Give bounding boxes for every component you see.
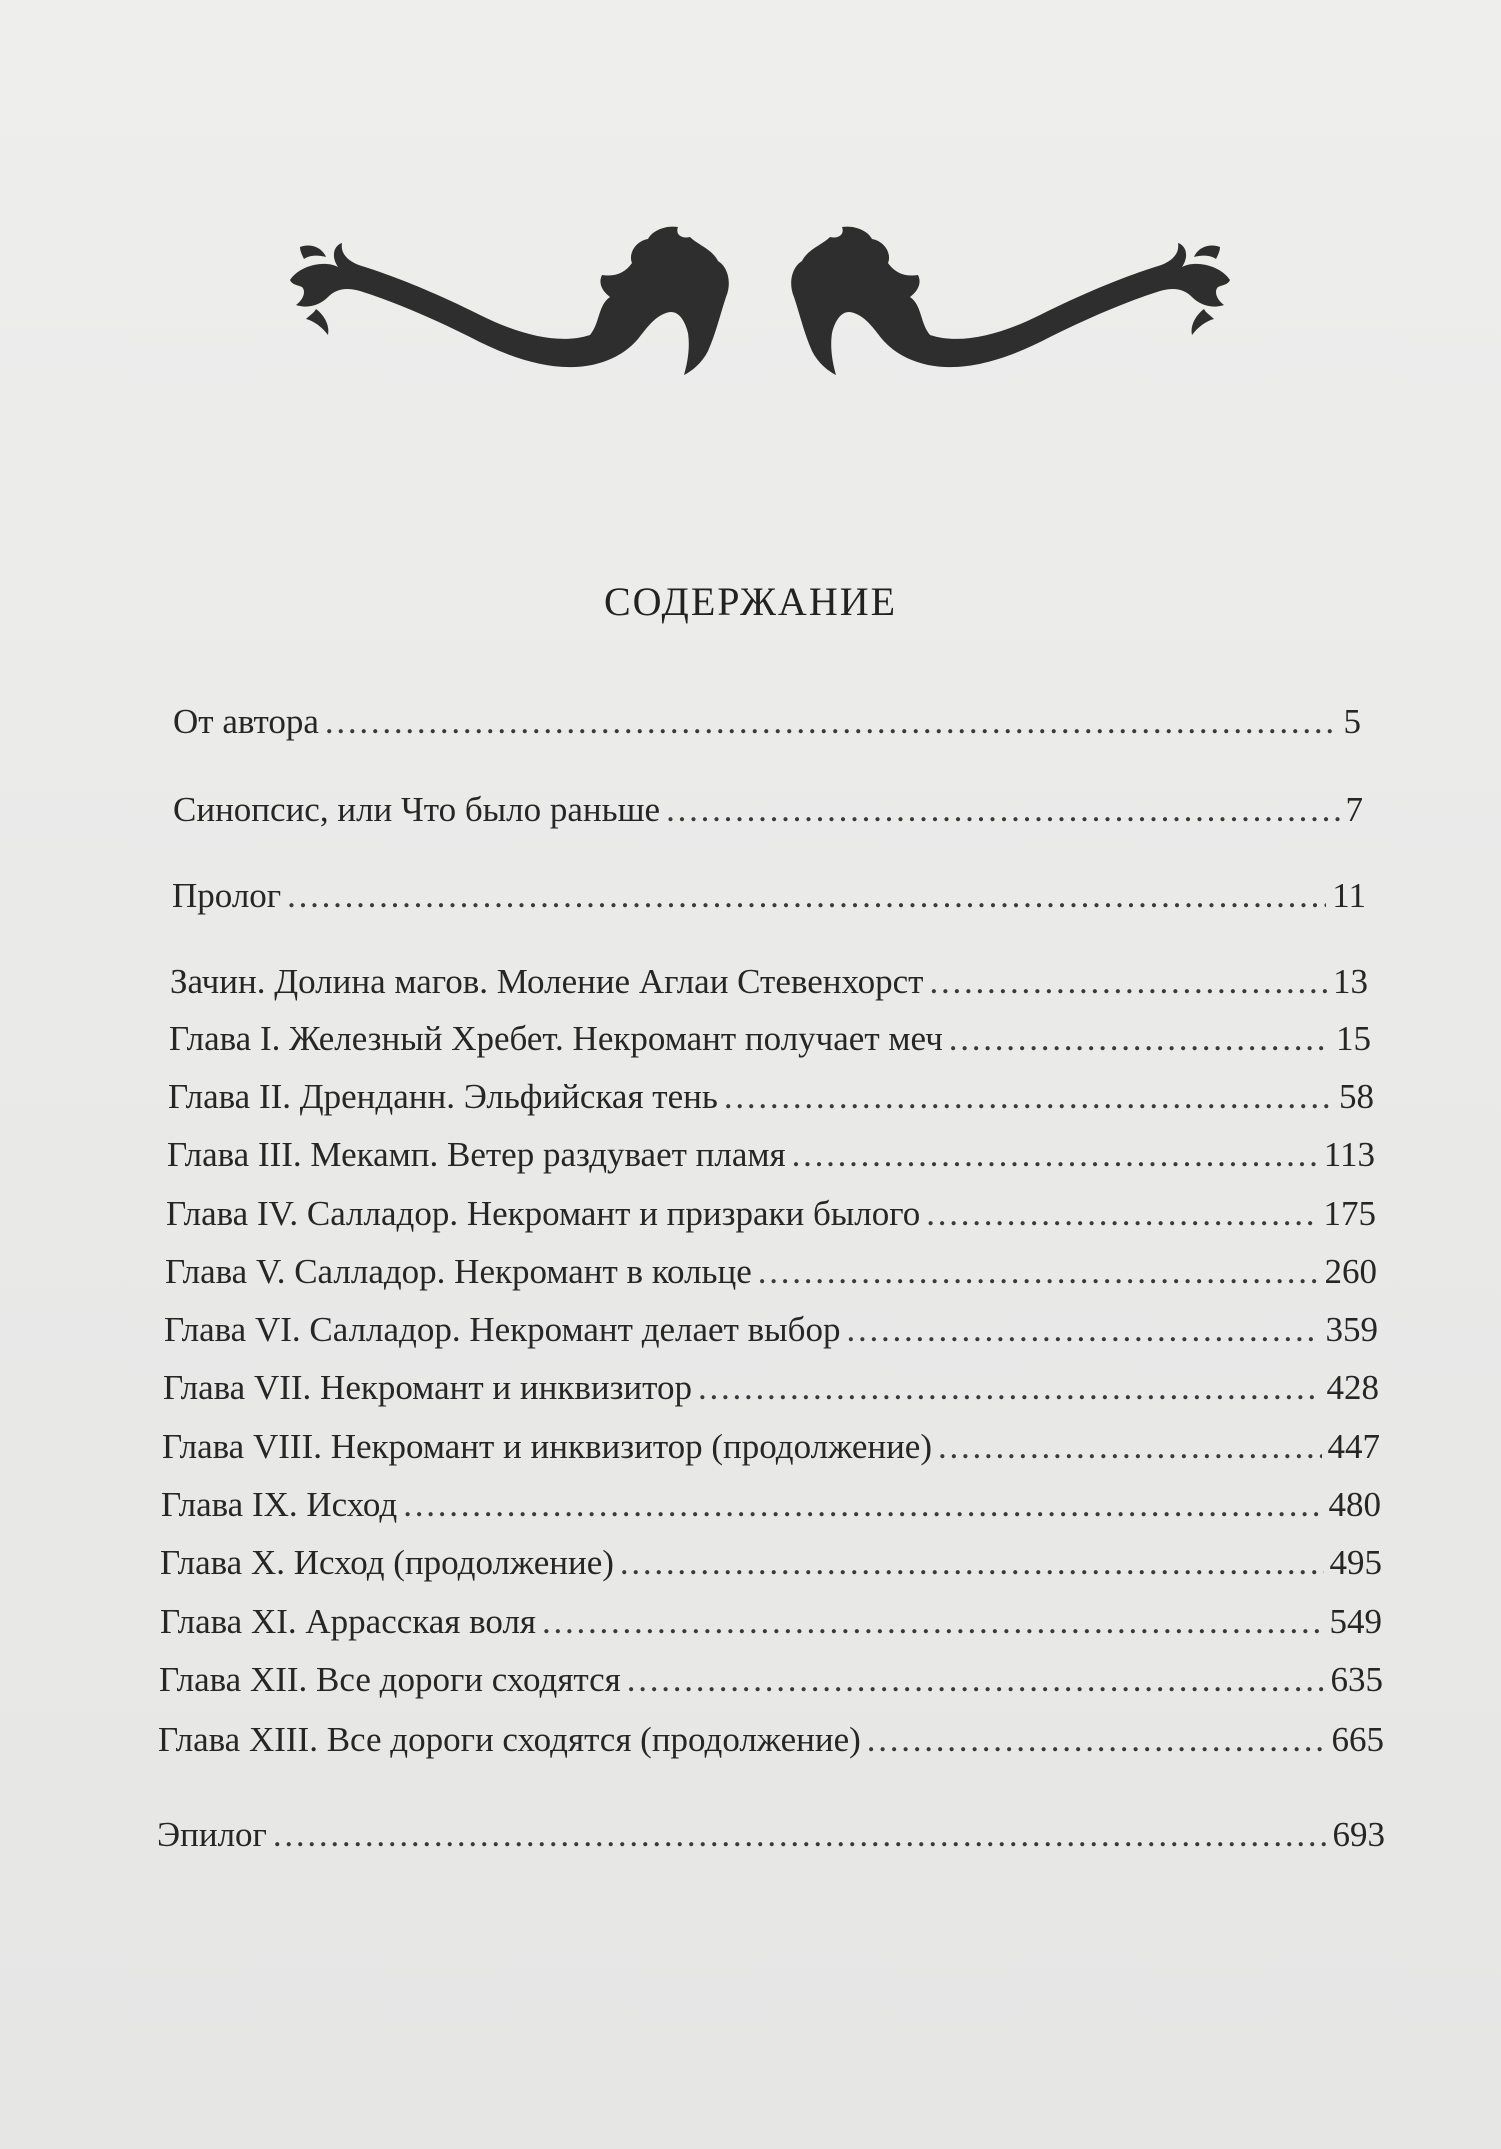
- toc-entry-title: Глава IX. Исход: [161, 1485, 398, 1524]
- dragon-ornament-icon: [280, 205, 1240, 380]
- dot-leader: [867, 1718, 1326, 1762]
- toc-entry-page: 58: [1339, 1077, 1374, 1116]
- toc-entry: [157, 1813, 1385, 1857]
- toc-entry: [160, 1600, 1382, 1644]
- toc-entry-page: 13: [1333, 962, 1368, 1001]
- dot-leader: [542, 1600, 1323, 1644]
- toc-entry-title: Эпилог: [157, 1815, 267, 1854]
- toc-entry-title: Глава XI. Аррасская воля: [160, 1602, 537, 1641]
- toc-entry-page: 15: [1336, 1019, 1371, 1058]
- dot-leader: [325, 700, 1338, 744]
- toc-entry-page: 113: [1323, 1135, 1375, 1174]
- toc-entry-title: Глава XIII. Все дороги сходятся (продолжение): [158, 1720, 861, 1759]
- toc-entry-page: 665: [1331, 1720, 1384, 1759]
- toc-entry-title: Глава VIII. Некромант и инквизитор (продолжение): [162, 1427, 932, 1466]
- dot-leader: [724, 1075, 1333, 1119]
- toc-entry-title: Глава IV. Салладор. Некромант и призраки былого: [166, 1194, 921, 1233]
- dot-leader: [403, 1483, 1322, 1527]
- toc-entry: [166, 1192, 1376, 1236]
- toc-entry: [158, 1718, 1384, 1762]
- toc-entry-title: Глава VII. Некромант и инквизитор: [163, 1368, 692, 1407]
- dot-leader: [666, 788, 1339, 832]
- toc-entry: [162, 1425, 1380, 1469]
- dot-leader: [938, 1425, 1322, 1469]
- toc-entry: [173, 700, 1361, 744]
- toc-entry: [159, 1658, 1383, 1702]
- toc-entry: [172, 874, 1366, 918]
- toc-entry: [161, 1483, 1381, 1527]
- dot-leader: [287, 874, 1326, 918]
- toc-entry: [170, 960, 1368, 1004]
- toc-entry-page: 693: [1332, 1815, 1385, 1854]
- dot-leader: [758, 1250, 1319, 1294]
- toc-entry-title: Глава VI. Салладор. Некромант делает выбор: [164, 1310, 841, 1349]
- toc-entry-title: Глава II. Дренданн. Эльфийская тень: [168, 1077, 718, 1116]
- page-title: СОДЕРЖАНИЕ: [603, 579, 898, 624]
- toc-entry: [164, 1308, 1378, 1352]
- dot-leader: [792, 1133, 1318, 1177]
- toc-entry-title: Зачин. Долина магов. Моление Аглаи Стевенхорст: [170, 962, 924, 1001]
- toc-entry-page: 495: [1329, 1543, 1382, 1582]
- dot-leader: [926, 1192, 1317, 1236]
- toc-entry-page: 5: [1343, 702, 1361, 741]
- dot-leader: [846, 1308, 1319, 1352]
- toc-entry-page: 635: [1330, 1660, 1383, 1699]
- dot-leader: [627, 1658, 1325, 1702]
- toc-entry: [173, 788, 1363, 832]
- toc-entry-title: Глава III. Мекамп. Ветер раздувает пламя: [167, 1135, 786, 1174]
- toc-entry-title: Глава XII. Все дороги сходятся: [159, 1660, 621, 1699]
- toc-entry: [168, 1075, 1374, 1119]
- toc-entry: [169, 1017, 1371, 1061]
- toc-entry-page: 359: [1325, 1310, 1378, 1349]
- toc-entry: [167, 1133, 1375, 1177]
- dot-leader: [949, 1017, 1330, 1061]
- toc-entry-title: От автора: [173, 702, 319, 741]
- toc-entry-page: 428: [1326, 1368, 1379, 1407]
- toc-entry-page: 260: [1324, 1252, 1377, 1291]
- dot-leader: [273, 1813, 1327, 1857]
- toc-entry-page: 549: [1329, 1602, 1382, 1641]
- toc-entry-page: 7: [1345, 790, 1363, 829]
- toc-entry-page: 175: [1323, 1194, 1376, 1233]
- dot-leader: [620, 1541, 1324, 1585]
- toc-entry-title: Синопсис, или Что было раньше: [173, 790, 661, 829]
- toc-entry-title: Глава V. Салладор. Некромант в кольце: [165, 1252, 752, 1291]
- toc-entry-page: 11: [1332, 876, 1366, 915]
- toc-entry-title: Пролог: [172, 876, 282, 915]
- toc-entry-title: Глава I. Железный Хребет. Некромант получает меч: [169, 1019, 943, 1058]
- toc-entry: [165, 1250, 1377, 1294]
- dot-leader: [698, 1366, 1321, 1410]
- toc-entry-page: 480: [1328, 1485, 1381, 1524]
- toc-entry: [160, 1541, 1382, 1585]
- toc-entry-title: Глава X. Исход (продолжение): [160, 1543, 614, 1582]
- dot-leader: [929, 960, 1327, 1004]
- toc-entry-page: 447: [1327, 1427, 1380, 1466]
- toc-entry: [163, 1366, 1379, 1410]
